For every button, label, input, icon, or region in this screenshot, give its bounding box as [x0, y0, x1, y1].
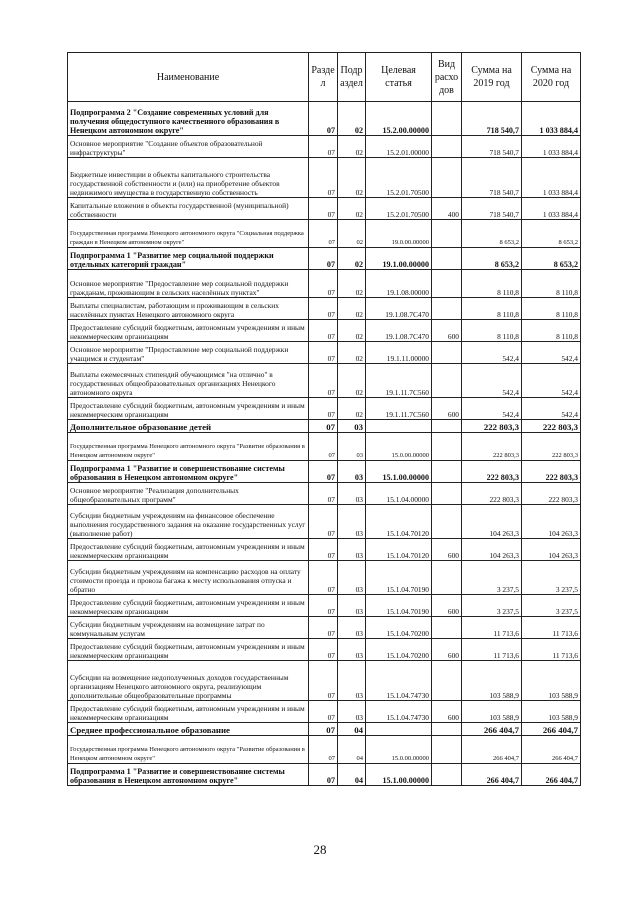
cell-s2020: 11 713,6 — [522, 639, 581, 661]
cell-s2019: 104 263,3 — [462, 505, 522, 539]
table-row — [68, 270, 581, 298]
cell-s2019: 103 588,9 — [462, 701, 522, 723]
cell-s2020: 8 653,2 — [522, 248, 581, 270]
cell-cs — [366, 723, 432, 736]
cell-razdel: 07 — [309, 617, 338, 639]
cell-razdel: 07 — [309, 561, 338, 595]
cell-name: Предоставление субсидий бюджетным, автономным учреждениям и иным некоммерческим организациям — [68, 595, 309, 617]
cell-vr — [432, 736, 462, 764]
cell-name: Подпрограмма 1 "Развитие и совершенствование системы образования в Ненецком автономном округе" — [68, 461, 309, 483]
cell-podrazdel: 03 — [338, 701, 366, 723]
table-row — [68, 220, 581, 248]
table-row — [68, 461, 581, 483]
table-row — [68, 248, 581, 270]
header-name: Наименование — [68, 53, 309, 102]
cell-podrazdel: 02 — [338, 364, 366, 398]
cell-s2019: 103 588,9 — [462, 661, 522, 701]
table-row — [68, 561, 581, 595]
cell-podrazdel: 03 — [338, 561, 366, 595]
cell-cs: 15.1.04.70120 — [366, 539, 432, 561]
cell-vr — [432, 433, 462, 461]
cell-podrazdel: 02 — [338, 270, 366, 298]
cell-podrazdel: 03 — [338, 420, 366, 433]
cell-name: Среднее профессиональное образование — [68, 723, 309, 736]
cell-s2019: 11 713,6 — [462, 617, 522, 639]
cell-podrazdel: 03 — [338, 433, 366, 461]
cell-name: Государственная программа Ненецкого автономного округа "Развитие образования в Ненецком автономном округе" — [68, 433, 309, 461]
cell-cs: 15.1.04.00000 — [366, 483, 432, 505]
cell-razdel: 07 — [309, 661, 338, 701]
cell-cs: 15.1.00.00000 — [366, 461, 432, 483]
cell-name: Выплаты специалистам, работающим и проживающим в сельских населённых пунктах Ненецкого автономного округа — [68, 298, 309, 320]
cell-razdel: 07 — [309, 220, 338, 248]
cell-vr: 600 — [432, 595, 462, 617]
cell-name: Предоставление субсидий бюджетным, автономным учреждениям и иным некоммерческим организациям — [68, 320, 309, 342]
cell-razdel: 07 — [309, 701, 338, 723]
cell-razdel: 07 — [309, 433, 338, 461]
cell-s2020: 222 803,3 — [522, 461, 581, 483]
cell-s2019: 222 803,3 — [462, 433, 522, 461]
table-row — [68, 595, 581, 617]
cell-s2020: 1 033 884,4 — [522, 158, 581, 198]
cell-s2019: 222 803,3 — [462, 483, 522, 505]
cell-vr — [432, 298, 462, 320]
cell-name: Основное мероприятие "Предоставление мер социальной поддержки гражданам, проживающим в сельских населённых пунктах" — [68, 270, 309, 298]
cell-name: Субсидии бюджетным учреждениям на финансовое обеспечение выполнения государственного задания на оказание государственных услуг (выполнение работ) — [68, 505, 309, 539]
cell-podrazdel: 03 — [338, 617, 366, 639]
cell-name: Основное мероприятие "Предоставление мер социальной поддержки учащимся и студентам" — [68, 342, 309, 364]
cell-vr: 600 — [432, 539, 462, 561]
cell-podrazdel: 02 — [338, 398, 366, 420]
cell-name: Подпрограмма 1 "Развитие мер социальной поддержки отдельных категорий граждан" — [68, 248, 309, 270]
cell-name: Государственная программа Ненецкого автономного округа "Развитие образования в Ненецком автономном округе" — [68, 736, 309, 764]
cell-vr — [432, 136, 462, 158]
cell-razdel: 07 — [309, 102, 338, 136]
cell-name: Субсидии на возмещение недополученных доходов государственным организациям Ненецкого автономного округа, реализующим дополнительные общеобразовательные программы — [68, 661, 309, 701]
table-row — [68, 136, 581, 158]
cell-podrazdel: 03 — [338, 483, 366, 505]
cell-s2020: 266 404,7 — [522, 723, 581, 736]
cell-s2019: 222 803,3 — [462, 420, 522, 433]
table-row — [68, 539, 581, 561]
cell-vr — [432, 483, 462, 505]
cell-vr — [432, 364, 462, 398]
cell-vr — [432, 461, 462, 483]
cell-cs: 19.0.00.00000 — [366, 220, 432, 248]
cell-razdel: 07 — [309, 320, 338, 342]
table-row — [68, 736, 581, 764]
cell-name: Подпрограмма 2 "Создание современных условий для получения общедоступного качественного образования в Ненецком автономном округе" — [68, 102, 309, 136]
cell-cs — [366, 420, 432, 433]
cell-podrazdel: 02 — [338, 220, 366, 248]
cell-podrazdel: 02 — [338, 136, 366, 158]
cell-s2020: 222 803,3 — [522, 420, 581, 433]
cell-cs: 19.1.00.00000 — [366, 248, 432, 270]
cell-s2019: 542,4 — [462, 398, 522, 420]
cell-cs: 15.1.04.70120 — [366, 505, 432, 539]
cell-podrazdel: 02 — [338, 342, 366, 364]
cell-name: Предоставление субсидий бюджетным, автономным учреждениям и иным некоммерческим организациям — [68, 639, 309, 661]
cell-vr — [432, 220, 462, 248]
cell-s2020: 8 110,8 — [522, 298, 581, 320]
cell-s2019: 718 540,7 — [462, 136, 522, 158]
cell-s2020: 103 588,9 — [522, 661, 581, 701]
cell-cs: 15.2.01.70500 — [366, 198, 432, 220]
cell-vr: 400 — [432, 198, 462, 220]
cell-razdel: 07 — [309, 723, 338, 736]
cell-cs: 15.2.01.00000 — [366, 136, 432, 158]
cell-podrazdel: 02 — [338, 198, 366, 220]
cell-name: Подпрограмма 1 "Развитие и совершенствование системы образования в Ненецком автономном округе" — [68, 764, 309, 786]
cell-razdel: 07 — [309, 298, 338, 320]
cell-cs: 19.1.08.7С470 — [366, 320, 432, 342]
cell-s2019: 222 803,3 — [462, 461, 522, 483]
cell-name: Предоставление субсидий бюджетным, автономным учреждениям и иным некоммерческим организациям — [68, 398, 309, 420]
cell-s2019: 104 263,3 — [462, 539, 522, 561]
cell-s2020: 8 653,2 — [522, 220, 581, 248]
cell-name: Субсидии бюджетным учреждениям на возмещение затрат по коммунальным услугам — [68, 617, 309, 639]
cell-s2020: 103 588,9 — [522, 701, 581, 723]
cell-s2019: 8 653,2 — [462, 248, 522, 270]
cell-vr — [432, 617, 462, 639]
header-target-article: Целевая статья — [366, 53, 432, 102]
table-row — [68, 420, 581, 433]
cell-vr — [432, 158, 462, 198]
cell-name: Субсидии бюджетным учреждениям на компенсацию расходов на оплату стоимости проезда и провоза багажа к месту использования отпуска и обратно — [68, 561, 309, 595]
cell-podrazdel: 02 — [338, 158, 366, 198]
cell-podrazdel: 04 — [338, 764, 366, 786]
table-row — [68, 483, 581, 505]
cell-cs: 15.1.04.70190 — [366, 561, 432, 595]
table-row — [68, 364, 581, 398]
cell-s2020: 542,4 — [522, 342, 581, 364]
cell-razdel: 07 — [309, 364, 338, 398]
cell-name: Государственная программа Ненецкого автономного округа "Социальная поддержка граждан в Ненецком автономном округе" — [68, 220, 309, 248]
cell-name: Капитальные вложения в объекты государственной (муниципальной) собственности — [68, 198, 309, 220]
cell-s2020: 8 110,8 — [522, 270, 581, 298]
cell-s2020: 11 713,6 — [522, 617, 581, 639]
cell-s2019: 8 110,8 — [462, 298, 522, 320]
header-sum-2019: Сумма на 2019 год — [462, 53, 522, 102]
cell-s2019: 266 404,7 — [462, 723, 522, 736]
cell-cs: 15.1.00.00000 — [366, 764, 432, 786]
cell-name: Выплаты ежемесячных стипендий обучающимся "на отлично" в государственных общеобразовательных организациях Ненецкого автономного округа — [68, 364, 309, 398]
table-row — [68, 617, 581, 639]
cell-razdel: 07 — [309, 198, 338, 220]
cell-s2020: 222 803,3 — [522, 483, 581, 505]
table-row — [68, 198, 581, 220]
cell-razdel: 07 — [309, 639, 338, 661]
cell-podrazdel: 04 — [338, 736, 366, 764]
cell-vr — [432, 270, 462, 298]
cell-vr — [432, 661, 462, 701]
cell-s2020: 1 033 884,4 — [522, 102, 581, 136]
cell-s2019: 542,4 — [462, 342, 522, 364]
cell-s2019: 718 540,7 — [462, 198, 522, 220]
cell-cs: 15.1.04.70200 — [366, 617, 432, 639]
table-row — [68, 701, 581, 723]
cell-cs: 19.1.11.7С560 — [366, 398, 432, 420]
cell-razdel: 07 — [309, 595, 338, 617]
cell-vr — [432, 102, 462, 136]
cell-name: Основное мероприятие "Создание объектов образовательной инфраструктуры" — [68, 136, 309, 158]
cell-name: Дополнительное образование детей — [68, 420, 309, 433]
cell-podrazdel: 03 — [338, 661, 366, 701]
table-header-row — [68, 53, 581, 102]
budget-table — [67, 52, 581, 786]
cell-vr: 600 — [432, 639, 462, 661]
table-row — [68, 764, 581, 786]
table-row — [68, 342, 581, 364]
table-body — [68, 102, 581, 786]
cell-s2020: 8 110,8 — [522, 320, 581, 342]
cell-s2019: 8 110,8 — [462, 270, 522, 298]
header-expense-type: Вид расхо дов — [432, 53, 462, 102]
cell-vr — [432, 723, 462, 736]
cell-razdel: 07 — [309, 398, 338, 420]
table-row — [68, 320, 581, 342]
header-sum-2020: Сумма на 2020 год — [522, 53, 581, 102]
cell-vr: 600 — [432, 701, 462, 723]
cell-s2020: 266 404,7 — [522, 764, 581, 786]
cell-cs: 19.1.11.7С560 — [366, 364, 432, 398]
cell-podrazdel: 03 — [338, 539, 366, 561]
cell-cs: 15.1.04.70200 — [366, 639, 432, 661]
cell-s2020: 104 263,3 — [522, 505, 581, 539]
table-row — [68, 661, 581, 701]
cell-cs: 15.1.04.74730 — [366, 661, 432, 701]
cell-razdel: 07 — [309, 248, 338, 270]
cell-name: Предоставление субсидий бюджетным, автономным учреждениям и иным некоммерческим организациям — [68, 701, 309, 723]
cell-razdel: 07 — [309, 342, 338, 364]
table-row — [68, 723, 581, 736]
table-row — [68, 158, 581, 198]
table-row — [68, 433, 581, 461]
cell-name: Предоставление субсидий бюджетным, автономным учреждениям и иным некоммерческим организациям — [68, 539, 309, 561]
cell-vr — [432, 505, 462, 539]
cell-s2020: 3 237,5 — [522, 561, 581, 595]
cell-podrazdel: 03 — [338, 461, 366, 483]
cell-podrazdel: 03 — [338, 505, 366, 539]
table-row — [68, 639, 581, 661]
cell-s2020: 104 263,3 — [522, 539, 581, 561]
cell-razdel: 07 — [309, 483, 338, 505]
cell-podrazdel: 03 — [338, 595, 366, 617]
table-row — [68, 102, 581, 136]
cell-s2019: 542,4 — [462, 364, 522, 398]
cell-podrazdel: 02 — [338, 248, 366, 270]
cell-cs: 15.0.00.00000 — [366, 736, 432, 764]
cell-vr — [432, 764, 462, 786]
cell-name: Основное мероприятие "Реализация дополнительных общеобразовательных программ" — [68, 483, 309, 505]
cell-podrazdel: 02 — [338, 298, 366, 320]
cell-vr — [432, 561, 462, 595]
cell-s2020: 1 033 884,4 — [522, 198, 581, 220]
cell-s2020: 542,4 — [522, 364, 581, 398]
cell-cs: 15.1.04.74730 — [366, 701, 432, 723]
cell-s2020: 1 033 884,4 — [522, 136, 581, 158]
cell-vr — [432, 420, 462, 433]
cell-s2020: 542,4 — [522, 398, 581, 420]
cell-cs: 19.1.08.7С470 — [366, 298, 432, 320]
cell-cs: 15.2.00.00000 — [366, 102, 432, 136]
cell-s2019: 266 404,7 — [462, 764, 522, 786]
cell-s2020: 222 803,3 — [522, 433, 581, 461]
cell-s2019: 3 237,5 — [462, 561, 522, 595]
cell-s2019: 266 404,7 — [462, 736, 522, 764]
cell-razdel: 07 — [309, 420, 338, 433]
cell-razdel: 07 — [309, 270, 338, 298]
cell-razdel: 07 — [309, 764, 338, 786]
header-podrazdel: Подр аздел — [338, 53, 366, 102]
cell-cs: 15.1.04.70190 — [366, 595, 432, 617]
cell-vr — [432, 342, 462, 364]
cell-s2019: 718 540,7 — [462, 158, 522, 198]
cell-s2019: 8 110,8 — [462, 320, 522, 342]
cell-vr: 600 — [432, 320, 462, 342]
page-number: 28 — [313, 842, 327, 857]
cell-razdel: 07 — [309, 539, 338, 561]
cell-cs: 19.1.11.00000 — [366, 342, 432, 364]
cell-razdel: 07 — [309, 136, 338, 158]
cell-cs: 15.2.01.70500 — [366, 158, 432, 198]
header-razdel: Разде л — [309, 53, 338, 102]
cell-name: Бюджетные инвестиции в объекты капитального строительства государственной собственности и (или) на приобретение объектов недвижимого имущества в государственную собственность — [68, 158, 309, 198]
table-row — [68, 298, 581, 320]
cell-cs: 19.1.08.00000 — [366, 270, 432, 298]
cell-s2019: 718 540,7 — [462, 102, 522, 136]
cell-vr — [432, 248, 462, 270]
cell-podrazdel: 02 — [338, 102, 366, 136]
cell-s2019: 11 713,6 — [462, 639, 522, 661]
cell-podrazdel: 02 — [338, 320, 366, 342]
cell-razdel: 07 — [309, 736, 338, 764]
cell-cs: 15.0.00.00000 — [366, 433, 432, 461]
cell-s2020: 266 404,7 — [522, 736, 581, 764]
cell-razdel: 07 — [309, 158, 338, 198]
cell-razdel: 07 — [309, 461, 338, 483]
cell-s2019: 3 237,5 — [462, 595, 522, 617]
cell-podrazdel: 04 — [338, 723, 366, 736]
cell-s2020: 3 237,5 — [522, 595, 581, 617]
cell-vr: 600 — [432, 398, 462, 420]
cell-podrazdel: 03 — [338, 639, 366, 661]
table-row — [68, 398, 581, 420]
cell-razdel: 07 — [309, 505, 338, 539]
cell-s2019: 8 653,2 — [462, 220, 522, 248]
table-row — [68, 505, 581, 539]
